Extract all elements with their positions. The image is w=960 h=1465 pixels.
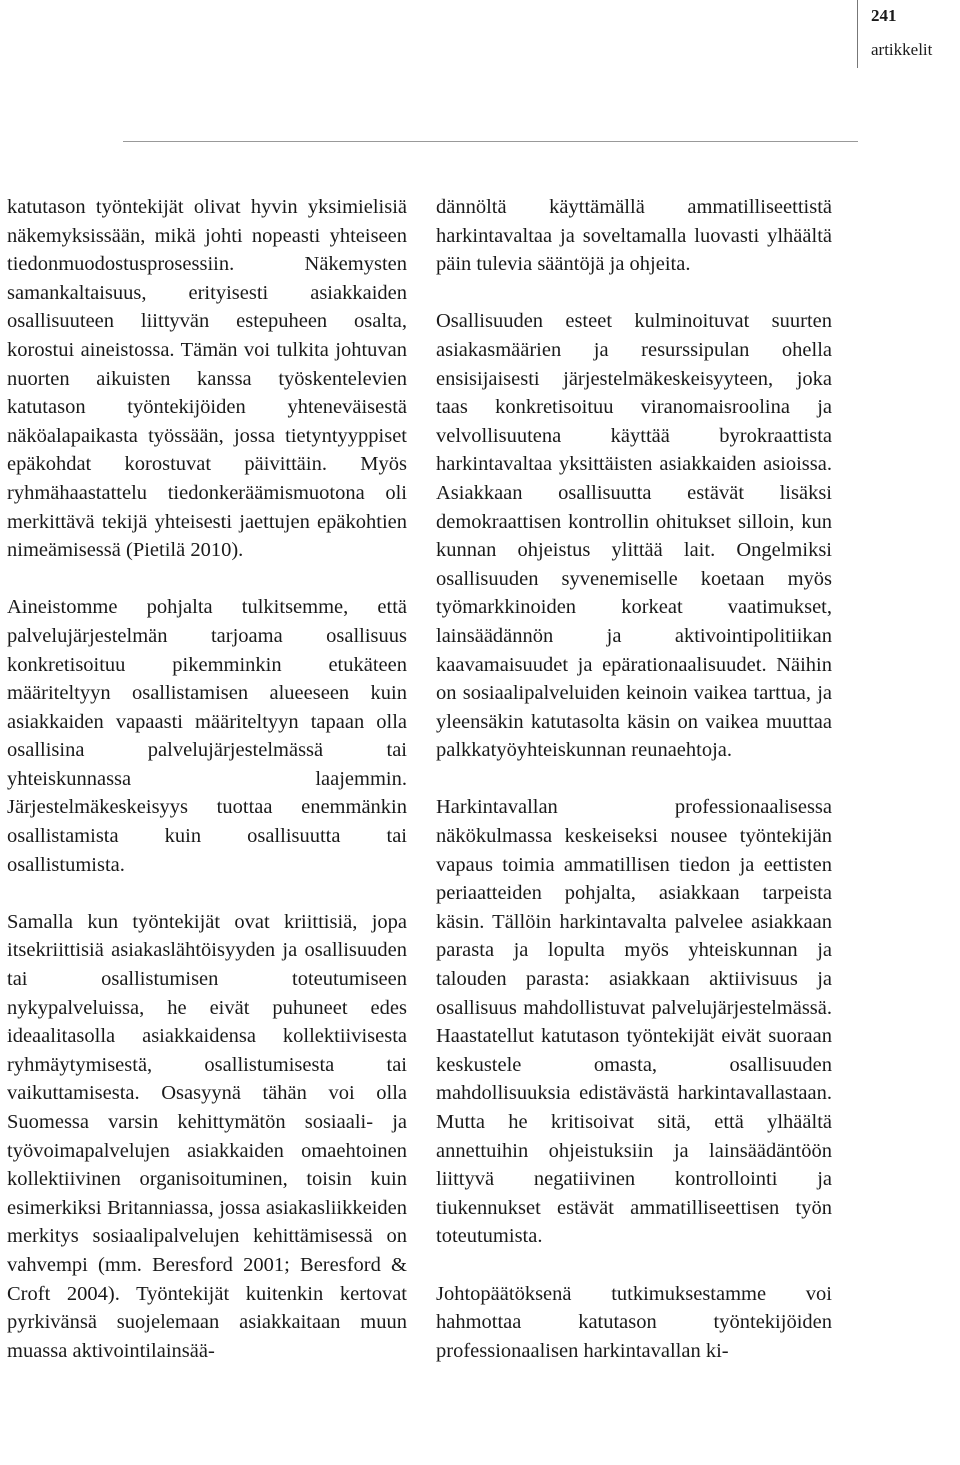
right-paragraph-3: Harkintavallan professionaalisessa näkökulmassa keskeiseksi nousee työntekijän vapaus toimia ammatillisen tiedon ja eettisten periaatteiden pohjalta, asiakkaan tarpeista käsin. Tällöin harkintavalta palvelee asiakkaan parasta ja lopulta myös yhteiskunnan ja talouden parasta: asiakkaan aktiivisuus ja osallisuus mahdollistuvat palvelujärjestelmässä. Haastatellut katutason työntekijät eivät suoraan keskustele omasta, osallisuuden mahdollisuuksia edistävästä harkintavallastaan. Mutta he kritisoivat sitä, että ylhäältä annettuihin ohjeistuksiin ja lainsäädäntöön liittyvä negatiivinen kontrollointi ja tiukennukset estävät ammatilliseettisen työn toteutumista. <box>436 796 832 1248</box>
header-divider <box>123 141 858 142</box>
page-number: 241 <box>871 6 897 25</box>
left-paragraph-3: Samalla kun työntekijät ovat kriittisiä, jopa itsekriittisiä asiakaslähtöisyyden ja osallisuuden tai osallistumisen toteutumiseen nykypalveluissa, he eivät puhuneet edes ideaalitasolla asiakkaidensa kollektiivisesta ryhmäytymisestä, osallistumisesta tai vaikuttamisesta. Osasyynä tähän voi olla Suomessa varsin kehittymätön sosiaali- ja työvoimapalvelujen asiakkaiden omaehtoinen kollektiivinen organisoituminen, toisin kuin esimerkiksi Britanniassa, jossa asiakasliikkeiden merkitys sosiaalipalvelujen kehittämisessä on vahvempi (mm. Beresford 2001; Beresford & Croft 2004). Työntekijät kuitenkin kertovat pyrkivänsä suojelemaan asiakkaitaan muun muassa aktivointilainsää- <box>7 910 407 1362</box>
right-paragraph-2: Osallisuuden esteet kulminoituvat suurten asiakasmäärien ja resurssipulan ohella ensisijaisesti järjestelmäkeskeisyyteen, joka taas konkretisoituu viranomaisroolina ja velvollisuutena käyttää byrokraattista harkintavaltaa yksittäisten asiakkaiden asioissa. Asiakkaan osallisuutta estävät lisäksi demokraattisen kontrollin ohitukset silloin, kun kunnan ohjeistus ylittää lait. Ongelmiksi osallisuuden syvenemiselle koetaan myös työmarkkinoiden korkeat vaatimukset, lainsäädännön ja aktivointipolitiikan kaavamaisuudet ja epärationaalisuudet. Näihin on sosiaalipalveluiden keinoin vaikea tarttua, ja yleensäkin katutasolta käsin on vaikea muuttaa palkkatyöyhteiskunnan reunaehtoja. <box>436 310 832 762</box>
right-column <box>436 193 832 1365</box>
left-paragraph-2: Aineistomme pohjalta tulkitsemme, että palvelujärjestelmän tarjoama osallisuus konkretisoituu pikemminkin etukäteen määriteltyyn osallistamisen alueeseen kuin asiakkaiden vapaasti määriteltyyn tapaan olla osallisina palvelujärjestelmässä tai yhteiskunnassa laajemmin. Järjestelmäkeskeisyys tuottaa enemmänkin osallistamista kuin osallisuutta tai osallistumista. <box>7 596 407 876</box>
left-column <box>7 193 407 1365</box>
right-paragraph-1: dännöltä käyttämällä ammatilliseettistä harkintavaltaa ja soveltamalla luovasti ylhäältä päin tulevia sääntöjä ja ohjeita. <box>436 196 832 276</box>
page-number-box <box>857 0 960 68</box>
left-paragraph-1: katutason työntekijät olivat hyvin yksimielisiä näkemyksissään, mikä johti nopeasti yhteiseen tiedonmuodostusprosessiin. Näkemysten samankaltaisuus, erityisesti asiakkaiden osallisuuteen liittyvän estepuheen osalta, korostui aineistossa. Tämän voi tulkita johtuvan nuorten aikuisten kanssa työskentelevien katutason työntekijöiden yhteneväisestä näköalapaikasta työssään, jossa tietyntyyppiset epäkohdat korostuvat päivittäin. Myös ryhmähaastattelu tiedonkeräämismuotona oli merkittävä tekijä yhteisesti jaettujen epäkohtien nimeämisessä (Pietilä 2010). <box>7 196 407 562</box>
right-paragraph-4: Johtopäätöksenä tutkimuksestamme voi hahmottaa katutason työntekijöiden professionaalisen harkintavallan ki- <box>436 1282 832 1362</box>
section-label: artikkelit <box>871 40 933 59</box>
